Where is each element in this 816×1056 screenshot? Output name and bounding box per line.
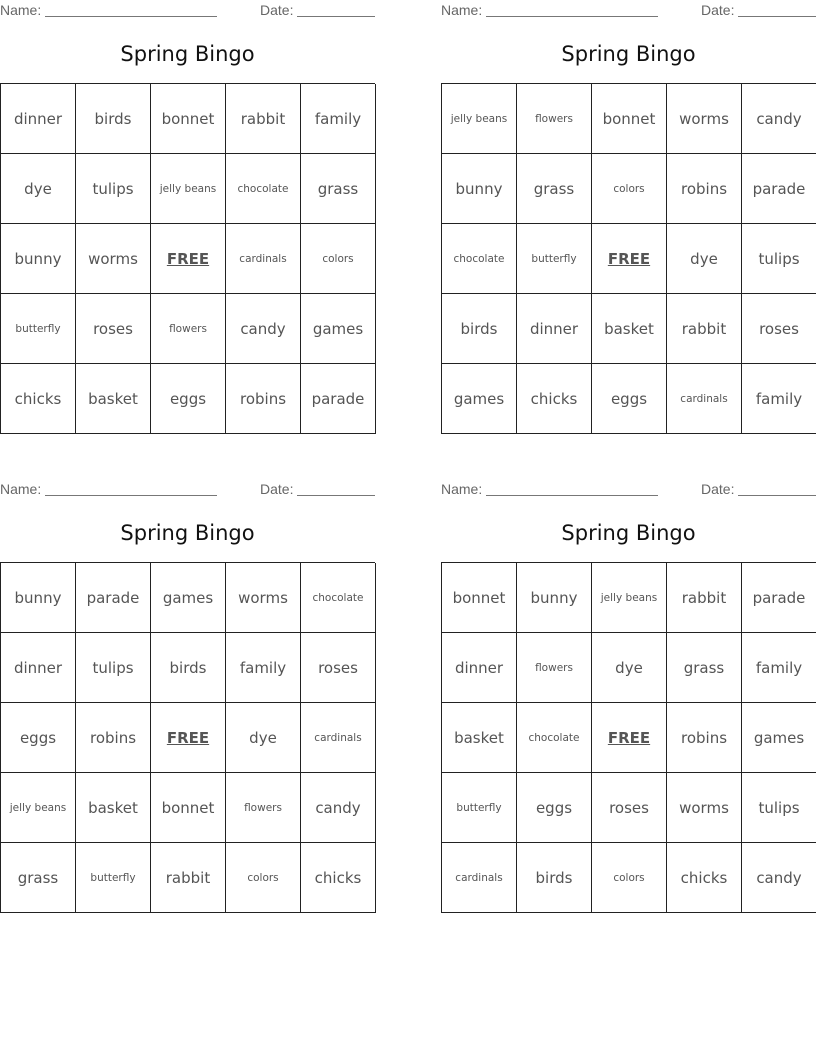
bingo-cell: robins [76,703,151,773]
bingo-cell: bunny [1,224,76,294]
bingo-cell: cardinals [667,364,742,434]
free-space: FREE [592,224,667,294]
bingo-cell: bonnet [151,773,226,843]
bingo-cell: games [301,294,376,364]
bingo-cell: birds [76,84,151,154]
bingo-grid [441,83,816,434]
bingo-cell: bonnet [442,563,517,633]
bingo-cell: roses [301,633,376,703]
name-label: Name: [441,2,483,18]
bingo-cell: birds [517,843,592,913]
bingo-cell: family [742,364,816,434]
bingo-cell: jelly beans [151,154,226,224]
bingo-cell: eggs [517,773,592,843]
name-field-line [486,495,658,496]
bingo-cell: worms [667,773,742,843]
bingo-cell: colors [301,224,376,294]
bingo-grid [0,83,375,434]
bingo-cell: chicks [301,843,376,913]
date-label: Date: [701,2,735,18]
card-title: Spring Bingo [120,521,255,545]
bingo-cell: bunny [1,563,76,633]
bingo-cell: flowers [517,633,592,703]
bingo-cell: roses [742,294,816,364]
card-title: Spring Bingo [561,521,696,545]
bingo-cell: butterfly [517,224,592,294]
date-field-line [738,495,816,496]
bingo-cell: colors [226,843,301,913]
bingo-cell: cardinals [301,703,376,773]
bingo-cell: basket [442,703,517,773]
bingo-cell: chocolate [301,563,376,633]
bingo-cell: parade [301,364,376,434]
bingo-cell: cardinals [226,224,301,294]
name-label: Name: [0,481,42,497]
bingo-cell: tulips [742,224,816,294]
bingo-cell: chocolate [226,154,301,224]
bingo-cell: colors [592,154,667,224]
name-field-line [486,16,658,17]
date-label: Date: [701,481,735,497]
bingo-cell: rabbit [667,294,742,364]
bingo-cell: tulips [76,154,151,224]
bingo-cell: flowers [517,84,592,154]
name-date-header [0,0,375,20]
bingo-cell: jelly beans [592,563,667,633]
name-field-line [45,16,217,17]
bingo-cell: flowers [151,294,226,364]
bingo-cell: chicks [1,364,76,434]
date-field-line [738,16,816,17]
bingo-cell: basket [76,773,151,843]
bingo-cell: candy [301,773,376,843]
bingo-cell: basket [592,294,667,364]
bingo-cell: candy [226,294,301,364]
bingo-cell: robins [667,154,742,224]
bingo-cell: roses [76,294,151,364]
bingo-cell: butterfly [442,773,517,843]
bingo-cell: parade [742,563,816,633]
bingo-cell: games [742,703,816,773]
bingo-cell: eggs [151,364,226,434]
name-label: Name: [441,481,483,497]
card-title: Spring Bingo [561,42,696,66]
bingo-cell: dinner [1,633,76,703]
name-date-header [441,0,816,20]
bingo-cell: colors [592,843,667,913]
bingo-cell: family [226,633,301,703]
bingo-cell: jelly beans [442,84,517,154]
bingo-cell: birds [151,633,226,703]
bingo-cell: worms [226,563,301,633]
bingo-cell: tulips [742,773,816,843]
name-date-header [0,479,375,499]
name-label: Name: [0,2,42,18]
bingo-cell: cardinals [442,843,517,913]
bingo-cell: butterfly [76,843,151,913]
bingo-cell: birds [442,294,517,364]
bingo-cell: grass [1,843,76,913]
bingo-cell: rabbit [667,563,742,633]
bingo-cell: chocolate [517,703,592,773]
bingo-cell: dye [1,154,76,224]
card-title: Spring Bingo [120,42,255,66]
bingo-cell: basket [76,364,151,434]
bingo-cell: chicks [517,364,592,434]
bingo-cell: flowers [226,773,301,843]
bingo-cell: grass [301,154,376,224]
bingo-cell: grass [667,633,742,703]
bingo-cell: grass [517,154,592,224]
bingo-cell: rabbit [151,843,226,913]
bingo-cell: family [742,633,816,703]
bingo-cell: worms [76,224,151,294]
bingo-cell: eggs [592,364,667,434]
bingo-cell: chicks [667,843,742,913]
name-date-header [441,479,816,499]
bingo-cell: bonnet [151,84,226,154]
bingo-grid [0,562,375,913]
bingo-cell: eggs [1,703,76,773]
bingo-cell: tulips [76,633,151,703]
name-field-line [45,495,217,496]
bingo-cell: candy [742,843,816,913]
bingo-cell: dye [592,633,667,703]
bingo-cell: parade [76,563,151,633]
bingo-grid [441,562,816,913]
bingo-cell: worms [667,84,742,154]
bingo-cell: candy [742,84,816,154]
bingo-cell: roses [592,773,667,843]
bingo-cell: games [151,563,226,633]
bingo-cell: bunny [517,563,592,633]
date-field-line [297,16,375,17]
bingo-cell: dye [226,703,301,773]
free-space: FREE [592,703,667,773]
bingo-cell: robins [667,703,742,773]
bingo-cell: butterfly [1,294,76,364]
bingo-cell: dinner [517,294,592,364]
date-field-line [297,495,375,496]
bingo-cell: bunny [442,154,517,224]
bingo-cell: dye [667,224,742,294]
date-label: Date: [260,481,294,497]
bingo-cell: parade [742,154,816,224]
date-label: Date: [260,2,294,18]
free-space: FREE [151,703,226,773]
bingo-cell: rabbit [226,84,301,154]
bingo-cell: games [442,364,517,434]
bingo-cell: dinner [1,84,76,154]
bingo-cell: family [301,84,376,154]
bingo-cell: jelly beans [1,773,76,843]
bingo-cell: robins [226,364,301,434]
bingo-cell: bonnet [592,84,667,154]
free-space: FREE [151,224,226,294]
bingo-cell: chocolate [442,224,517,294]
bingo-cell: dinner [442,633,517,703]
